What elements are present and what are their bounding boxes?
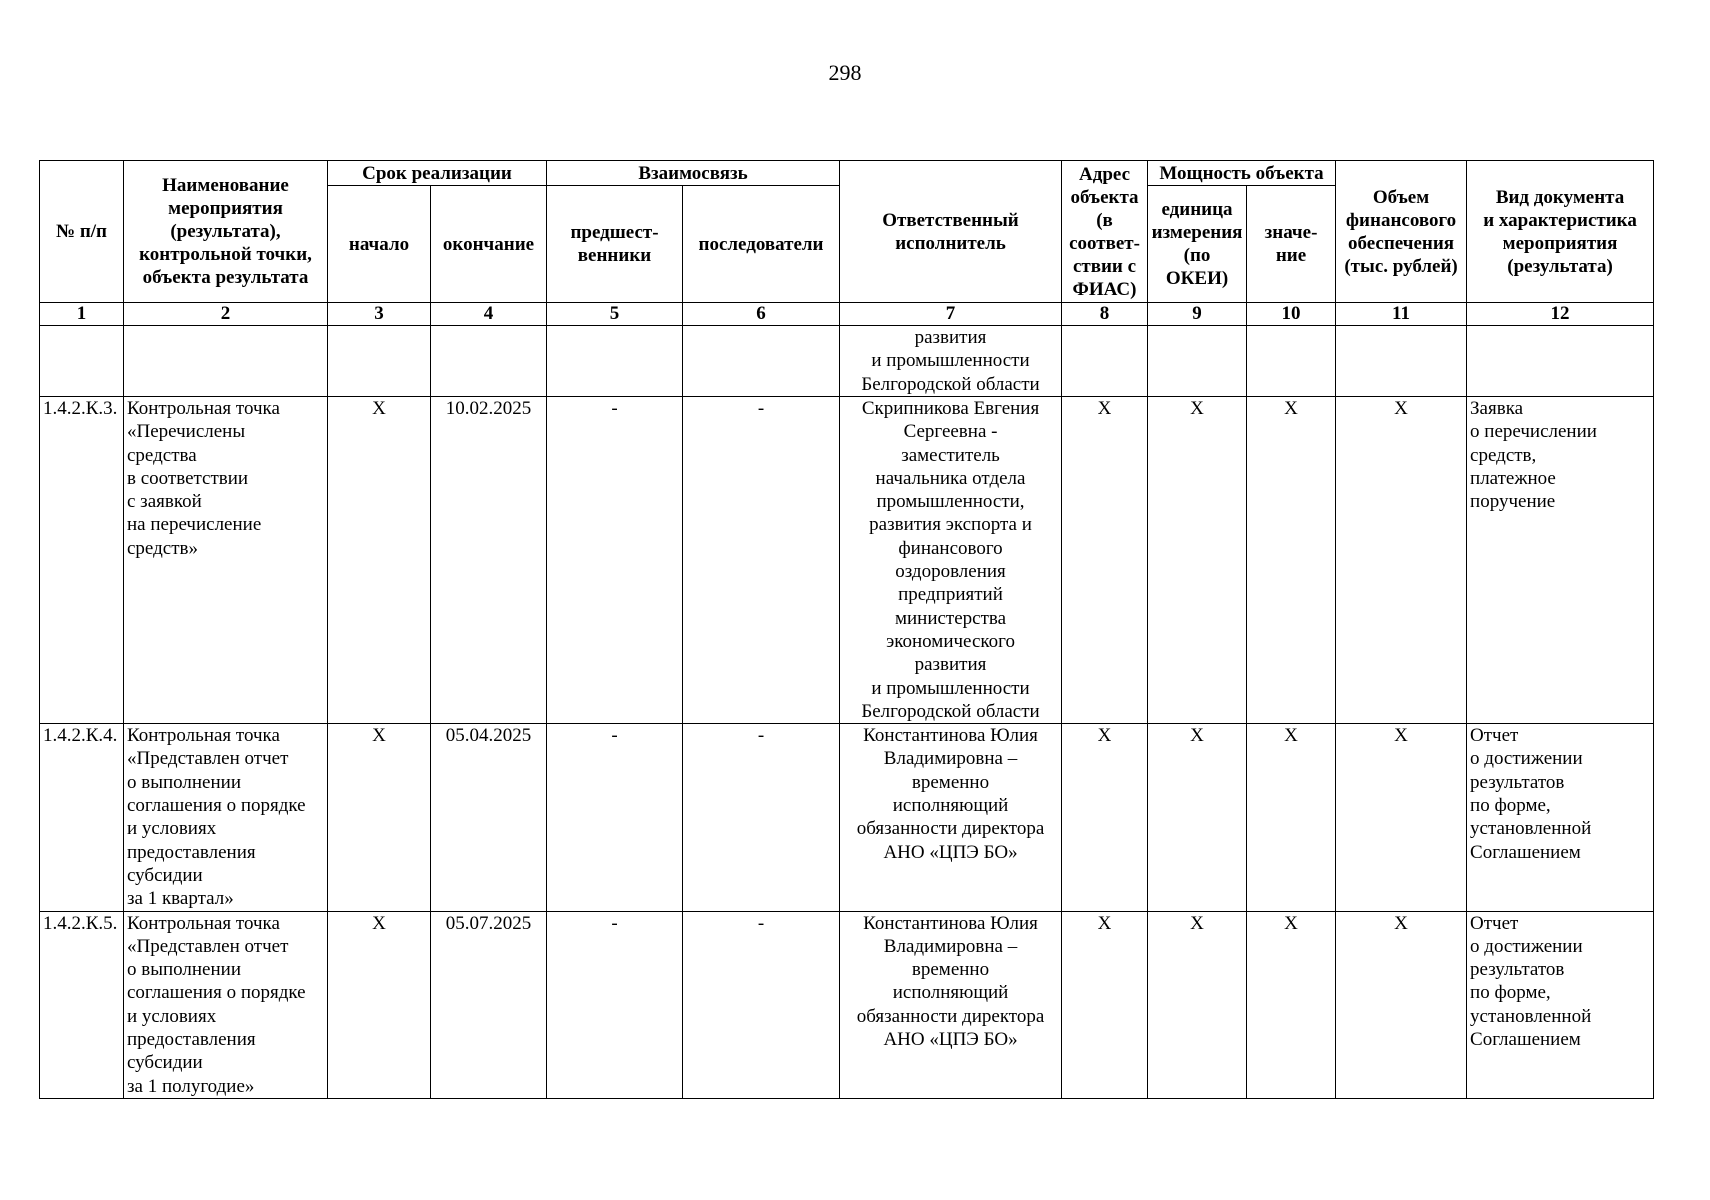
- column-number: 1: [40, 303, 124, 326]
- cell-name: Контрольная точка «Перечислены средства в соответствии с заявкой на перечисление средств»: [124, 397, 328, 724]
- cell-predecessors: [547, 326, 683, 397]
- cell-value: X: [1247, 397, 1336, 724]
- cell-end: 05.04.2025: [431, 724, 547, 911]
- table-row: [40, 724, 1654, 911]
- table-row: [40, 911, 1654, 1098]
- header-financing: Объем финансового обеспечения (тыс. рублей): [1336, 161, 1467, 303]
- cell-successors: -: [683, 397, 840, 724]
- header-responsible: Ответственный исполнитель: [840, 161, 1062, 303]
- cell-doc: [1467, 326, 1654, 397]
- cell-num: 1.4.2.К.3.: [40, 397, 124, 724]
- header-link-group: Взаимосвязь: [547, 161, 840, 186]
- cell-predecessors: -: [547, 397, 683, 724]
- header-doc-type: Вид документа и характеристика мероприятия (результата): [1467, 161, 1654, 303]
- cell-successors: [683, 326, 840, 397]
- header-unit: единица измерения (по ОКЕИ): [1148, 186, 1247, 303]
- header-num: № п/п: [40, 161, 124, 303]
- cell-start: X: [328, 911, 431, 1098]
- cell-end: 05.07.2025: [431, 911, 547, 1098]
- cell-start: [328, 326, 431, 397]
- cell-responsible: Константинова Юлия Владимировна – временно исполняющий обязанности директора АНО «ЦПЭ БО»: [840, 724, 1062, 911]
- header-predecessors: предшест- венники: [547, 186, 683, 303]
- column-number: 11: [1336, 303, 1467, 326]
- cell-name: Контрольная точка «Представлен отчет о выполнении соглашения о порядке и условиях предоставления субсидии за 1 квартал»: [124, 724, 328, 911]
- cell-doc: Заявка о перечислении средств, платежное поручение: [1467, 397, 1654, 724]
- column-number: 10: [1247, 303, 1336, 326]
- cell-financing: X: [1336, 724, 1467, 911]
- column-number: 12: [1467, 303, 1654, 326]
- cell-financing: [1336, 326, 1467, 397]
- header-value: значе- ние: [1247, 186, 1336, 303]
- page-number: 298: [828, 60, 862, 85]
- cell-end: [431, 326, 547, 397]
- cell-unit: X: [1148, 724, 1247, 911]
- cell-num: [40, 326, 124, 397]
- cell-num: 1.4.2.К.4.: [40, 724, 124, 911]
- header-term-group: Срок реализации: [328, 161, 547, 186]
- cell-address: X: [1062, 397, 1148, 724]
- cell-end: 10.02.2025: [431, 397, 547, 724]
- cell-unit: X: [1148, 397, 1247, 724]
- header-name: Наименование мероприятия (результата), контрольной точки, объекта результата: [124, 161, 328, 303]
- column-number: 2: [124, 303, 328, 326]
- header-term-end: окончание: [431, 186, 547, 303]
- cell-value: X: [1247, 724, 1336, 911]
- column-number: 4: [431, 303, 547, 326]
- cell-value: [1247, 326, 1336, 397]
- cell-num: 1.4.2.К.5.: [40, 911, 124, 1098]
- column-number: 5: [547, 303, 683, 326]
- cell-doc: Отчет о достижении результатов по форме, установленной Соглашением: [1467, 724, 1654, 911]
- cell-name: [124, 326, 328, 397]
- column-number: 6: [683, 303, 840, 326]
- cell-value: X: [1247, 911, 1336, 1098]
- cell-successors: -: [683, 911, 840, 1098]
- cell-successors: -: [683, 724, 840, 911]
- cell-responsible: Скрипникова Евгения Сергеевна - заместитель начальника отдела промышленности, развития экспорта и финансового оздоровления предприятий министерства экономического развития и промышленности Белгородской области: [840, 397, 1062, 724]
- table-row: [40, 326, 1654, 397]
- cell-predecessors: -: [547, 724, 683, 911]
- header-successors: последователи: [683, 186, 840, 303]
- cell-predecessors: -: [547, 911, 683, 1098]
- cell-responsible: Константинова Юлия Владимировна – временно исполняющий обязанности директора АНО «ЦПЭ БО»: [840, 911, 1062, 1098]
- table-row: [40, 397, 1654, 724]
- column-number-row: [40, 303, 1654, 326]
- cell-address: X: [1062, 911, 1148, 1098]
- header-address: Адрес объекта (в соответ- ствии с ФИАС): [1062, 161, 1148, 303]
- cell-unit: [1148, 326, 1247, 397]
- plan-table: [39, 160, 1654, 1099]
- cell-doc: Отчет о достижении результатов по форме, установленной Соглашением: [1467, 911, 1654, 1098]
- column-number: 3: [328, 303, 431, 326]
- column-number: 7: [840, 303, 1062, 326]
- header-capacity-group: Мощность объекта: [1148, 161, 1336, 186]
- cell-name: Контрольная точка «Представлен отчет о выполнении соглашения о порядке и условиях предоставления субсидии за 1 полугодие»: [124, 911, 328, 1098]
- column-number: 9: [1148, 303, 1247, 326]
- cell-unit: X: [1148, 911, 1247, 1098]
- cell-start: X: [328, 397, 431, 724]
- cell-financing: X: [1336, 911, 1467, 1098]
- column-number: 8: [1062, 303, 1148, 326]
- cell-address: [1062, 326, 1148, 397]
- cell-financing: X: [1336, 397, 1467, 724]
- cell-start: X: [328, 724, 431, 911]
- cell-address: X: [1062, 724, 1148, 911]
- header-term-start: начало: [328, 186, 431, 303]
- cell-responsible: развития и промышленности Белгородской области: [840, 326, 1062, 397]
